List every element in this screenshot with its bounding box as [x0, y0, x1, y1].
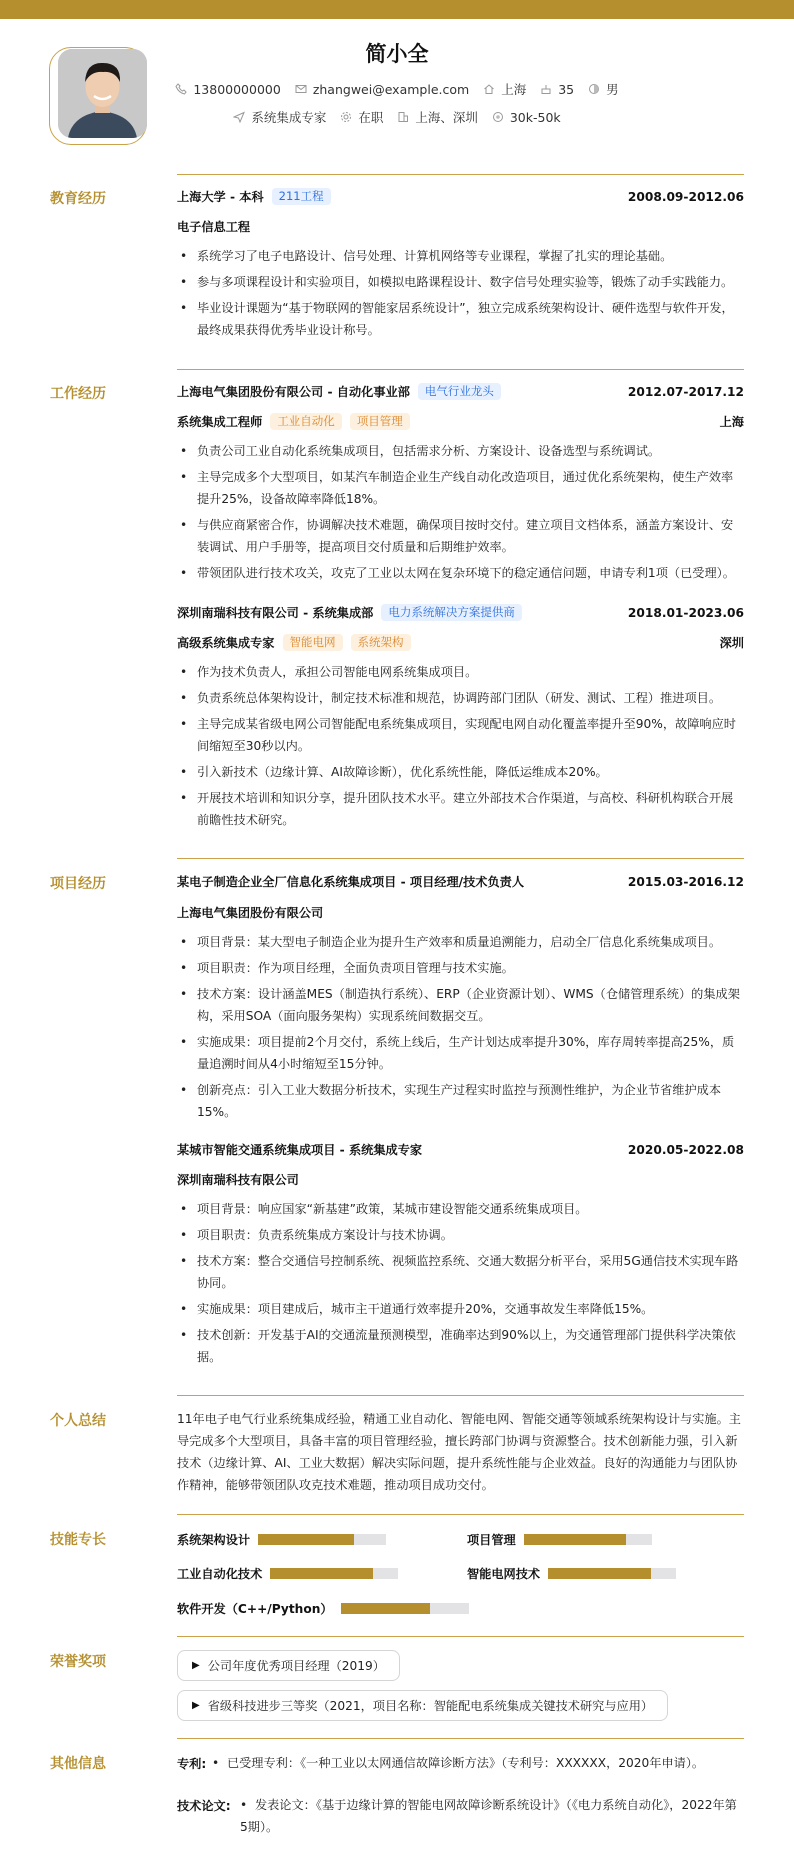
- section-divider: [177, 369, 744, 370]
- home-icon: [483, 83, 495, 95]
- major-row: [177, 218, 744, 235]
- project-name: 某城市智能交通系统集成项目 - 系统集成专家: [177, 1143, 423, 1157]
- list-item: • 作为技术负责人，承担公司智能电网系统集成项目。: [177, 661, 744, 683]
- section-divider: [177, 1514, 744, 1515]
- list-item: • 主导完成某省级电网公司智能配电系统集成项目，实现配电网自动化覆盖率提升至90%，故障响应时间缩短至30秒以内。: [177, 713, 744, 757]
- project-period: 2020.05-2022.08: [627, 1142, 744, 1157]
- skill-item: 软件开发（C++/Python）: [177, 1600, 469, 1617]
- project-org-row-2: [177, 1171, 744, 1188]
- skill-tag: 系统架构: [351, 634, 411, 651]
- list-item: • 负责公司工业自动化系统集成项目，包括需求分析、方案设计、设备选型与系统调试。: [177, 440, 744, 462]
- project-org-row-1: [177, 904, 744, 921]
- award-item: ▶ 公司年度优秀项目经理（2019）: [177, 1650, 400, 1681]
- job-title: 高级系统集成专家: [177, 636, 275, 650]
- skill-item: 工业自动化技术: [177, 1565, 398, 1582]
- section-divider: [177, 1395, 744, 1396]
- email-info: zhangwei@example.com: [295, 82, 469, 97]
- section-divider: [177, 858, 744, 859]
- project-org: 深圳南瑞科技有限公司: [177, 1173, 299, 1187]
- work-bullets-1: [177, 440, 744, 588]
- triangle-right-icon: ▶: [192, 1660, 200, 1671]
- school-name: 上海大学 - 本科: [177, 190, 264, 204]
- education-header: [177, 188, 744, 205]
- project-org: 上海电气集团股份有限公司: [177, 906, 324, 920]
- building-icon: [397, 111, 409, 123]
- section-divider: [177, 1738, 744, 1739]
- patent-item: • 已受理专利：《一种工业以太网通信故障诊断方法》（专利号：XXXXXX，2020年申请）。: [212, 1756, 705, 1770]
- skill-bar-fill: [341, 1603, 431, 1614]
- project-header-2: [177, 1141, 744, 1158]
- list-item: • 主导完成多个大型项目，如某汽车制造企业生产线自动化改造项目，通过优化系统架构，使生产效率提升25%，设备故障率降低18%。: [177, 466, 744, 510]
- work-header-1: [177, 383, 744, 400]
- target-role-info: 系统集成专家: [233, 108, 326, 126]
- section-title-work: 工作经历: [50, 386, 106, 402]
- list-item: • 开展技术培训和知识分享，提升团队技术水平。建立外部技术合作渠道，与高校、科研机构联合开展前瞻性技术研究。: [177, 787, 744, 831]
- send-icon: [233, 111, 245, 123]
- section-title-projects: 项目经历: [50, 876, 106, 892]
- list-item: • 与供应商紧密合作，协调解决技术难题，确保项目按时交付。建立项目文档体系，涵盖方案设计、安装调试、用户手册等，提高项目交付质量和后期维护效率。: [177, 514, 744, 558]
- section-divider: [177, 1636, 744, 1637]
- target-city-info: 上海、深圳: [397, 108, 478, 126]
- gender-info: 男: [588, 80, 619, 98]
- project-bullets-1: [177, 931, 744, 1127]
- patent-label: 专利:: [177, 1757, 207, 1771]
- skill-item: 系统架构设计: [177, 1531, 386, 1548]
- list-item: • 技术方案：设计涵盖MES（制造执行系统）、ERP（企业资源计划）、WMS（仓储管理系统）的集成架构，采用SOA（面向服务架构）实现系统间数据交互。: [177, 983, 744, 1027]
- skill-tag: 智能电网: [283, 634, 343, 651]
- paper-item: • 发表论文：《基于边缘计算的智能电网故障诊断系统设计》（《电力系统自动化》，2022年第5期）。: [240, 1798, 737, 1834]
- school-tag: 211工程: [272, 188, 331, 205]
- work-location: 深圳: [719, 636, 744, 650]
- skill-bar: [270, 1568, 398, 1579]
- phone-info: 13800000000: [175, 82, 280, 97]
- project-period: 2015.03-2016.12: [627, 874, 744, 889]
- skill-item: 项目管理: [467, 1531, 652, 1548]
- city-info: 上海: [483, 80, 526, 98]
- company-tag: 电气行业龙头: [418, 383, 501, 400]
- list-item: • 实施成果：项目提前2个月交付，系统上线后，生产计划达成率提升30%，库存周转率提高25%，质量追溯时间从4小时缩短至15分钟。: [177, 1031, 744, 1075]
- project-header-1: [177, 873, 744, 890]
- work-location: 上海: [719, 415, 744, 429]
- education-period: 2008.09-2012.06: [627, 189, 744, 204]
- job-intent-row: [0, 108, 794, 126]
- skill-bar-fill: [524, 1534, 626, 1545]
- work-period: 2012.07-2017.12: [627, 384, 744, 399]
- gear-icon: [340, 111, 352, 123]
- work-bullets-2: [177, 661, 744, 835]
- list-item: • 系统学习了电子电路设计、信号处理、计算机网络等专业课程，掌握了扎实的理论基础。: [177, 245, 744, 267]
- skill-tag: 项目管理: [350, 413, 410, 430]
- work-title-row-2: [177, 634, 744, 651]
- skill-tag: 工业自动化: [270, 413, 342, 430]
- section-divider: [177, 174, 744, 175]
- skill-bar: [258, 1534, 386, 1545]
- company-name: 上海电气集团股份有限公司 - 自动化事业部: [177, 385, 410, 399]
- list-item: • 负责系统总体架构设计，制定技术标准和规范，协调跨部门团队（研发、测试、工程）推进项目。: [177, 687, 744, 709]
- company-tag: 电力系统解决方案提供商: [381, 604, 522, 621]
- list-item: • 毕业设计课题为“基于物联网的智能家居系统设计”，独立完成系统架构设计、硬件选型与软件开发，最终成果获得优秀毕业设计称号。: [177, 297, 744, 341]
- age-info: 35: [540, 82, 574, 97]
- list-item: • 技术创新：开发基于AI的交通流量预测模型，准确率达到90%以上，为交通管理部门提供科学决策依据。: [177, 1324, 744, 1368]
- project-bullets-2: [177, 1198, 744, 1372]
- work-period: 2018.01-2023.06: [627, 605, 744, 620]
- skill-bar-fill: [258, 1534, 354, 1545]
- work-header-2: [177, 604, 744, 621]
- skill-bar: [548, 1568, 676, 1579]
- education-bullets: [177, 245, 744, 345]
- list-item: • 带领团队进行技术攻关，攻克了工业以太网在复杂环境下的稳定通信问题，申请专利1项（已受理）。: [177, 562, 744, 584]
- cake-icon: [540, 83, 552, 95]
- list-item: • 项目背景：响应国家“新基建”政策，某城市建设智能交通系统集成项目。: [177, 1198, 744, 1220]
- list-item: • 参与多项课程设计和实验项目，如模拟电路课程设计、数字信号处理实验等，锻炼了动手实践能力。: [177, 271, 744, 293]
- skill-bar: [524, 1534, 652, 1545]
- section-title-education: 教育经历: [50, 191, 106, 207]
- skill-bar: [341, 1603, 469, 1614]
- gender-icon: [588, 83, 600, 95]
- list-item: • 项目背景：某大型电子制造企业为提升生产效率和质量追溯能力，启动全厂信息化系统集成项目。: [177, 931, 744, 953]
- section-title-skills: 技能专长: [50, 1532, 106, 1548]
- skill-bar-fill: [548, 1568, 650, 1579]
- mail-icon: [295, 83, 307, 95]
- major: 电子信息工程: [177, 220, 251, 234]
- phone-icon: [175, 83, 187, 95]
- list-item: • 引入新技术（边缘计算、AI故障诊断），优化系统性能，降低运维成本20%。: [177, 761, 744, 783]
- section-title-awards: 荣誉奖项: [50, 1654, 106, 1670]
- skill-bar-fill: [270, 1568, 372, 1579]
- list-item: • 创新亮点：引入工业大数据分析技术，实现生产过程实时监控与预测性维护，为企业节省维护成本15%。: [177, 1079, 744, 1123]
- section-title-summary: 个人总结: [50, 1413, 106, 1429]
- list-item: • 项目职责：作为项目经理，全面负责项目管理与技术实施。: [177, 957, 744, 979]
- paper-label: 技术论文:: [177, 1799, 231, 1813]
- section-title-other: 其他信息: [50, 1756, 106, 1772]
- summary-text: 11年电子电气行业系统集成经验，精通工业自动化、智能电网、智能交通等领域系统架构设计与实施。主导完成多个大型项目，具备丰富的项目管理经验，擅长跨部门协调与资源整合。技术创新能力强，引入新技术（边缘计算、AI、工业大数据）解决实际问题，提升系统性能与企业效益。良好的沟通能力与团队协作精神，能够带领团队攻克技术难题，推动项目成功交付。: [177, 1412, 741, 1492]
- project-name: 某电子制造企业全厂信息化系统集成项目 - 项目经理/技术负责人: [177, 875, 525, 889]
- list-item: • 实施成果：项目建成后，城市主干道通行效率提升20%，交通事故发生率降低15%。: [177, 1298, 744, 1320]
- salary-info: 30k-50k: [492, 110, 561, 125]
- list-item: • 技术方案：整合交通信号控制系统、视频监控系统、交通大数据分析平台，采用5G通信技术实现车路协同。: [177, 1250, 744, 1294]
- candidate-name: 简小全: [365, 42, 429, 66]
- company-name: 深圳南瑞科技有限公司 - 系统集成部: [177, 606, 374, 620]
- triangle-right-icon: ▶: [192, 1700, 200, 1711]
- coin-icon: [492, 111, 504, 123]
- work-title-row-1: [177, 413, 744, 430]
- contact-row: [0, 80, 794, 98]
- list-item: • 项目职责：负责系统集成方案设计与技术协调。: [177, 1224, 744, 1246]
- status-info: 在职: [340, 108, 383, 126]
- skill-item: 智能电网技术: [467, 1565, 676, 1582]
- job-title: 系统集成工程师: [177, 415, 263, 429]
- award-item: ▶ 省级科技进步三等奖（2021，项目名称：智能配电系统集成关键技术研究与应用）: [177, 1690, 668, 1721]
- top-accent-bar: [0, 0, 794, 19]
